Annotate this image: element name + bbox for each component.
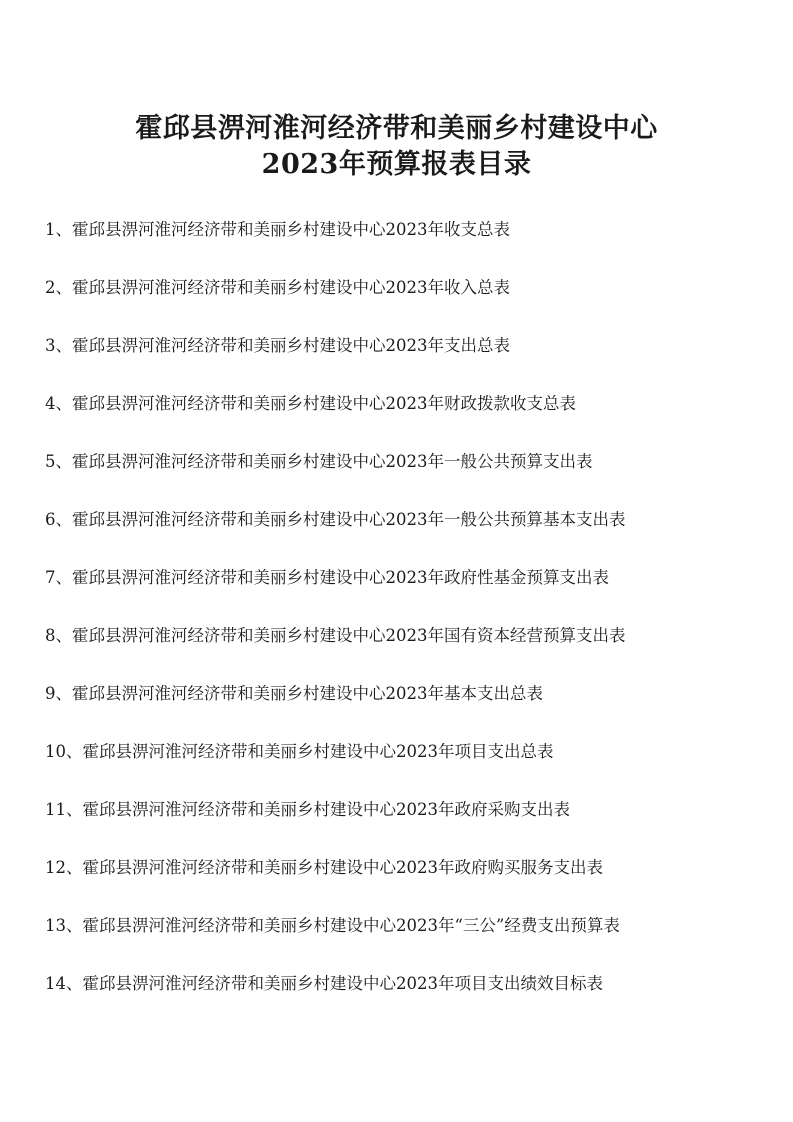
toc-item-text: 霍邱县淠河淮河经济带和美丽乡村建设中心2023年支出总表 — [72, 336, 510, 355]
toc-item — [45, 271, 765, 329]
toc-item — [45, 735, 765, 793]
document-title-line1: 霍邱县淠河淮河经济带和美丽乡村建设中心 — [135, 113, 658, 144]
toc-item — [45, 329, 765, 387]
toc-item-number: 11、 — [45, 800, 83, 819]
toc-item-text: 霍邱县淠河淮河经济带和美丽乡村建设中心2023年财政拨款收支总表 — [72, 394, 576, 413]
toc-item-number: 4、 — [45, 394, 72, 413]
toc-item-text: 霍邱县淠河淮河经济带和美丽乡村建设中心2023年收支总表 — [72, 220, 510, 239]
toc-item — [45, 967, 765, 1025]
toc-item — [45, 909, 765, 967]
toc-item-text: 霍邱县淠河淮河经济带和美丽乡村建设中心2023年“三公”经费支出预算表 — [82, 916, 620, 935]
toc-item-text: 霍邱县淠河淮河经济带和美丽乡村建设中心2023年项目支出总表 — [82, 742, 554, 761]
toc-item — [45, 503, 765, 561]
table-of-contents — [45, 213, 765, 1025]
toc-item-number: 13、 — [45, 916, 83, 935]
toc-item-number: 6、 — [45, 510, 72, 529]
toc-item-number: 8、 — [45, 626, 72, 645]
toc-item — [45, 213, 765, 271]
toc-item-number: 2、 — [45, 278, 72, 297]
toc-item — [45, 561, 765, 619]
toc-item-number: 5、 — [45, 452, 72, 471]
toc-item-number: 1、 — [45, 220, 72, 239]
toc-item — [45, 851, 765, 909]
toc-item — [45, 619, 765, 677]
toc-item-number: 12、 — [45, 858, 83, 877]
toc-item-text: 霍邱县淠河淮河经济带和美丽乡村建设中心2023年政府采购支出表 — [82, 800, 570, 819]
toc-item-number: 3、 — [45, 336, 72, 355]
toc-item-text: 霍邱县淠河淮河经济带和美丽乡村建设中心2023年政府购买服务支出表 — [82, 858, 603, 877]
toc-item-text: 霍邱县淠河淮河经济带和美丽乡村建设中心2023年国有资本经营预算支出表 — [72, 626, 626, 645]
toc-item-text: 霍邱县淠河淮河经济带和美丽乡村建设中心2023年一般公共预算支出表 — [72, 452, 593, 471]
toc-item-number: 14、 — [45, 974, 83, 993]
toc-item — [45, 793, 765, 851]
toc-item-text: 霍邱县淠河淮河经济带和美丽乡村建设中心2023年收入总表 — [72, 278, 510, 297]
toc-item-text: 霍邱县淠河淮河经济带和美丽乡村建设中心2023年基本支出总表 — [72, 684, 543, 703]
toc-item-text: 霍邱县淠河淮河经济带和美丽乡村建设中心2023年政府性基金预算支出表 — [72, 568, 609, 587]
document-title-line2: 2023年预算报表目录 — [261, 149, 532, 180]
toc-item — [45, 387, 765, 445]
toc-item-number: 9、 — [45, 684, 72, 703]
toc-item-text: 霍邱县淠河淮河经济带和美丽乡村建设中心2023年一般公共预算基本支出表 — [72, 510, 626, 529]
toc-item — [45, 445, 765, 503]
toc-item-number: 10、 — [45, 742, 83, 761]
toc-item-text: 霍邱县淠河淮河经济带和美丽乡村建设中心2023年项目支出绩效目标表 — [82, 974, 603, 993]
toc-item-number: 7、 — [45, 568, 72, 587]
toc-item — [45, 677, 765, 735]
